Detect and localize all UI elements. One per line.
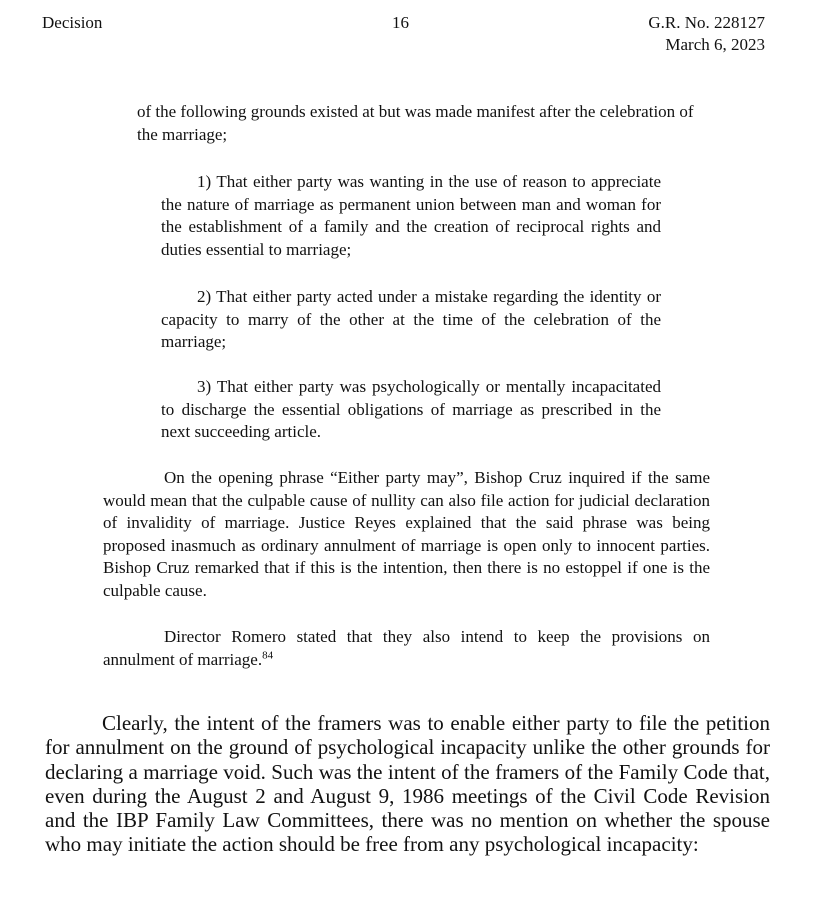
quoted-paragraph-text: Director Romero stated that they also intend to keep the provisions on annulment of marriage. [103,627,710,669]
footnote-reference[interactable]: 84 [262,648,274,661]
header-document-type: Decision [42,13,103,32]
body-paragraph: Clearly, the intent of the framers was to enable either party to file the petition for annulment on the ground of psychological incapacity unlike the other grounds for declaring a marriage void. Such was the intent of the framers of the Family Code that, even during the August 2 and August 9, 1986 meetings of the Civil Code Revision and the IBP Family Law Committees, there was no mention on whether the spouse who may initiate the action should be free from any psychological incapacity: [45,711,770,857]
quoted-ground-item: 2) That either party acted under a mistake regarding the identity or capacity to marry of the other at the time of the celebration of the marriage; [161,287,661,351]
header-case-info [648,12,765,56]
decision-date: March 6, 2023 [665,35,765,54]
case-number: G.R. No. 228127 [648,13,765,32]
page-number: 16 [392,13,409,32]
quoted-intro-text: of the following grounds existed at but was made manifest after the celebration of the marriage; [137,102,694,144]
quoted-ground-item: 1) That either party was wanting in the use of reason to appreciate the nature of marriage as permanent union between man and woman for the establishment of a family and the creation of reciprocal rights and duties essential to marriage; [161,172,661,259]
quoted-paragraph: On the opening phrase “Either party may”, Bishop Cruz inquired if the same would mean that the culpable cause of nullity can also file action for judicial declaration of invalidity of marriage. Justice Reyes explained that the said phrase was being proposed inasmuch as ordinary annulment of marriage is open only to innocent parties. Bishop Cruz remarked that if this is the intention, then there is no estoppel if one is the culpable cause. [103,468,710,600]
quoted-paragraph-romero [103,626,710,671]
quoted-ground-item: 3) That either party was psychologically or mentally incapacitated to discharge the essential obligations of marriage as prescribed in the next succeeding article. [161,377,661,441]
